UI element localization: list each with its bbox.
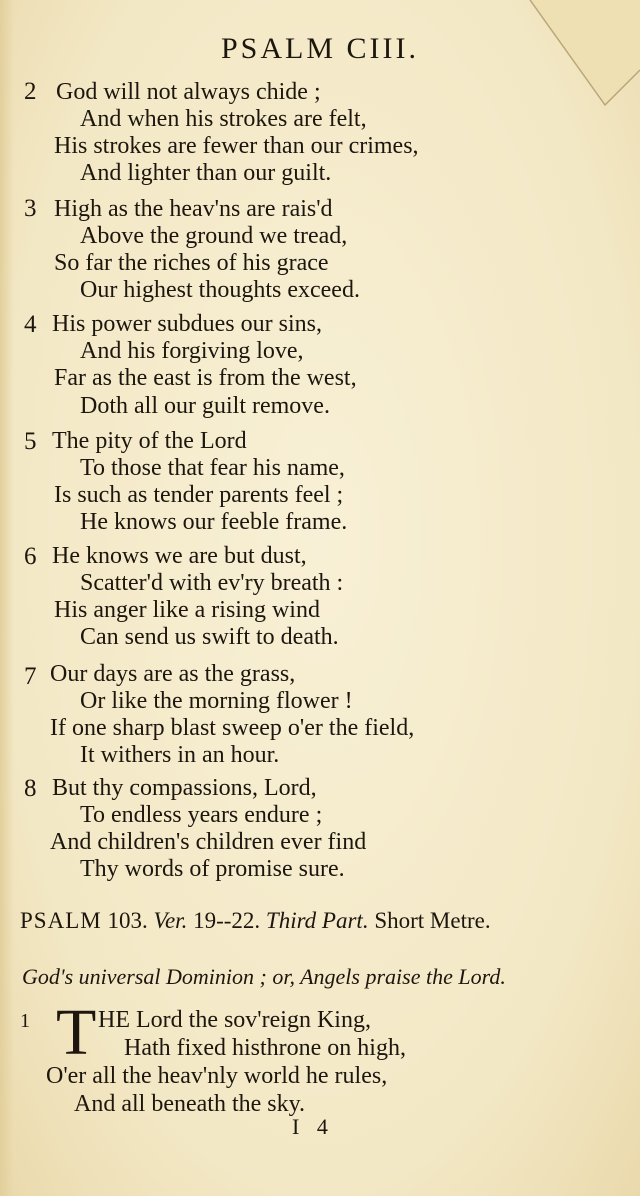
verse-line: His anger like a rising wind (54, 597, 320, 623)
page-signature: I 4 (292, 1114, 334, 1139)
section-number: 103. (107, 908, 148, 933)
verse-number: 2 (24, 78, 37, 105)
verse-line: So far the riches of his grace (54, 250, 329, 276)
verse-line: To endless years endure ; (80, 802, 323, 828)
verse-line: High as the heav'ns are rais'd (54, 196, 333, 222)
verse-line: His power subdues our sins, (52, 311, 322, 337)
verse-line: And his forgiving love, (80, 338, 304, 364)
section-subtitle: God's universal Dominion ; or, Angels praise the Lord. (22, 964, 506, 989)
verse-line: HE Lord the sov'reign King, (98, 1007, 371, 1033)
verse-number: 8 (24, 775, 37, 802)
page-title: PSALM CIII. (220, 32, 419, 65)
section-title (20, 906, 630, 936)
section-metre: Short Metre. (374, 908, 491, 933)
verse-line: He knows our feeble frame. (80, 509, 348, 535)
verse-line: Our days are as the grass, (50, 661, 296, 687)
section-verse-label: Ver. (153, 908, 188, 933)
verse-line: Above the ground we tread, (80, 223, 348, 249)
verse-line: Hath fixed histhrone on high, (124, 1035, 406, 1061)
section-verse-range: 19--22. (193, 908, 261, 933)
verse-number: 7 (24, 663, 37, 690)
verse-number: 5 (24, 428, 37, 455)
verse-line: And children's children ever find (50, 829, 367, 855)
verse-line: To those that fear his name, (80, 455, 345, 481)
verse-line: Can send us swift to death. (80, 624, 339, 650)
verse-line: Scatter'd with ev'ry breath : (80, 570, 344, 596)
verse-line: Is such as tender parents feel ; (54, 482, 344, 508)
verse-line: His strokes are fewer than our crimes, (54, 133, 419, 159)
section-part: Third Part. (265, 908, 369, 933)
verse-line: And when his strokes are felt, (80, 106, 367, 132)
verse-line: Thy words of promise sure. (80, 856, 345, 882)
verse-line: But thy compassions, Lord, (52, 775, 317, 801)
verse-line: Or like the morning flower ! (80, 688, 353, 714)
page-gutter-shadow (0, 0, 14, 1196)
verse-line: God will not always chide ; (56, 79, 321, 105)
verse-line: And all beneath the sky. (74, 1091, 306, 1117)
verse-number: 4 (24, 311, 37, 338)
section-psalm: PSALM (20, 908, 102, 933)
verse-line: He knows we are but dust, (52, 543, 307, 569)
verse-line: Far as the east is from the west, (54, 365, 357, 391)
verse-line: Our highest thoughts exceed. (80, 277, 360, 303)
verse-number: 1 (20, 1010, 30, 1032)
verse-line: If one sharp blast sweep o'er the field, (50, 715, 415, 741)
verse-number: 6 (24, 543, 37, 570)
verse-line: It withers in an hour. (80, 742, 280, 768)
verse-line: O'er all the heav'nly world he rules, (46, 1063, 388, 1089)
verse-line: And lighter than our guilt. (80, 160, 332, 186)
verse-line: Doth all our guilt remove. (80, 393, 330, 419)
verse-line: The pity of the Lord (52, 428, 247, 454)
verse-number: 3 (24, 195, 37, 222)
drop-cap: T (56, 996, 97, 1069)
